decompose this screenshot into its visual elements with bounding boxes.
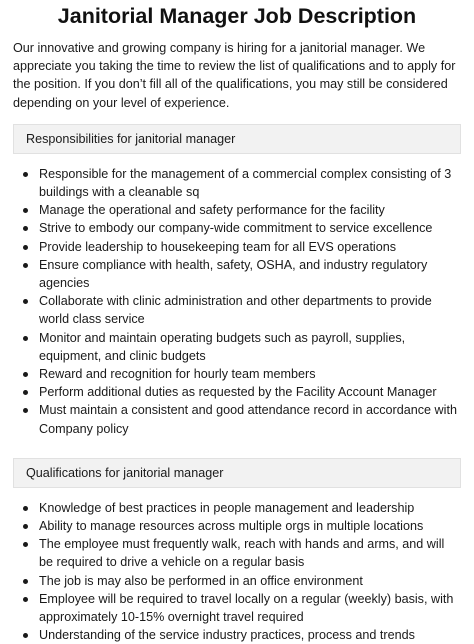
- bullet-icon: [23, 372, 28, 377]
- qualification-text: Understanding of the service industry practices, process and trends: [39, 628, 415, 643]
- page-title: Janitorial Manager Job Description: [57, 4, 417, 28]
- responsibility-text: Strive to embody our company-wide commitment to service excellence: [39, 221, 433, 236]
- responsibility-text: Must maintain a consistent and good attendance record in accordance with Company policy: [39, 403, 457, 436]
- qualifications-heading: Qualifications for janitorial manager: [13, 458, 461, 488]
- qualification-item: [39, 499, 461, 517]
- bullet-icon: [23, 579, 28, 584]
- bullet-icon: [23, 245, 28, 250]
- responsibility-item: [39, 329, 461, 365]
- bullet-icon: [23, 390, 28, 395]
- bullet-icon: [23, 633, 28, 638]
- responsibility-text: Provide leadership to housekeeping team for all EVS operations: [39, 239, 397, 254]
- qualification-text: Employee will be required to travel locally on a regular (weekly) basis, with approximately 10-15% overnight travel required: [39, 591, 454, 625]
- responsibility-item: [39, 365, 461, 383]
- responsibilities-heading: Responsibilities for janitorial manager: [13, 124, 461, 154]
- qualification-item: [39, 517, 461, 535]
- bullet-icon: [23, 408, 28, 413]
- qualification-text: Knowledge of best practices in people management and leadership: [39, 500, 415, 515]
- qualification-item: [39, 535, 461, 571]
- responsibility-item: [39, 219, 461, 237]
- qualification-text: The employee must frequently walk, reach with hands and arms, and will be required to drive a vehicle on a regular basis: [39, 537, 445, 570]
- bullet-icon: [23, 226, 28, 231]
- bullet-icon: [23, 172, 28, 177]
- responsibility-text: Ensure compliance with health, safety, OSHA, and industry regulatory agencies: [39, 257, 428, 291]
- qualification-text: Ability to manage resources across multiple orgs in multiple locations: [39, 519, 424, 534]
- qualification-item: [39, 572, 461, 590]
- responsibility-item: [39, 238, 461, 256]
- bullet-icon: [23, 299, 28, 304]
- bullet-icon: [23, 263, 28, 268]
- responsibility-item: [39, 201, 461, 219]
- responsibility-text: Monitor and maintain operating budgets such as payroll, supplies, equipment, and clinic budgets: [39, 330, 406, 363]
- responsibility-text: Collaborate with clinic administration and other departments to provide world class service: [39, 294, 432, 327]
- bullet-icon: [23, 597, 28, 602]
- responsibility-item: [39, 292, 461, 328]
- qualification-item: [39, 590, 461, 626]
- responsibility-item: [39, 401, 461, 437]
- bullet-icon: [23, 336, 28, 341]
- intro-paragraph: Our innovative and growing company is hiring for a janitorial manager. We appreciate you taking the time to review the list of qualifications and to apply for the position. If you don’t fill all of the qualifications, you may still be considered depending on your level of experience.: [13, 41, 456, 110]
- responsibility-text: Manage the operational and safety performance for the facility: [39, 203, 385, 218]
- bullet-icon: [23, 524, 28, 529]
- responsibilities-list: [13, 165, 461, 438]
- responsibility-text: Responsible for the management of a commercial complex consisting of 3 buildings with a cleanable sq: [39, 166, 452, 200]
- qualification-item: [39, 626, 461, 644]
- responsibility-text: Perform additional duties as requested by the Facility Account Manager: [39, 385, 437, 400]
- responsibility-text: Reward and recognition for hourly team members: [39, 367, 316, 382]
- bullet-icon: [23, 542, 28, 547]
- qualifications-list: [13, 499, 461, 644]
- responsibility-item: [39, 383, 461, 401]
- qualification-text: The job is may also be performed in an office environment: [39, 573, 363, 588]
- responsibility-item: [39, 165, 461, 201]
- bullet-icon: [23, 208, 28, 213]
- responsibility-item: [39, 256, 461, 292]
- bullet-icon: [23, 506, 28, 511]
